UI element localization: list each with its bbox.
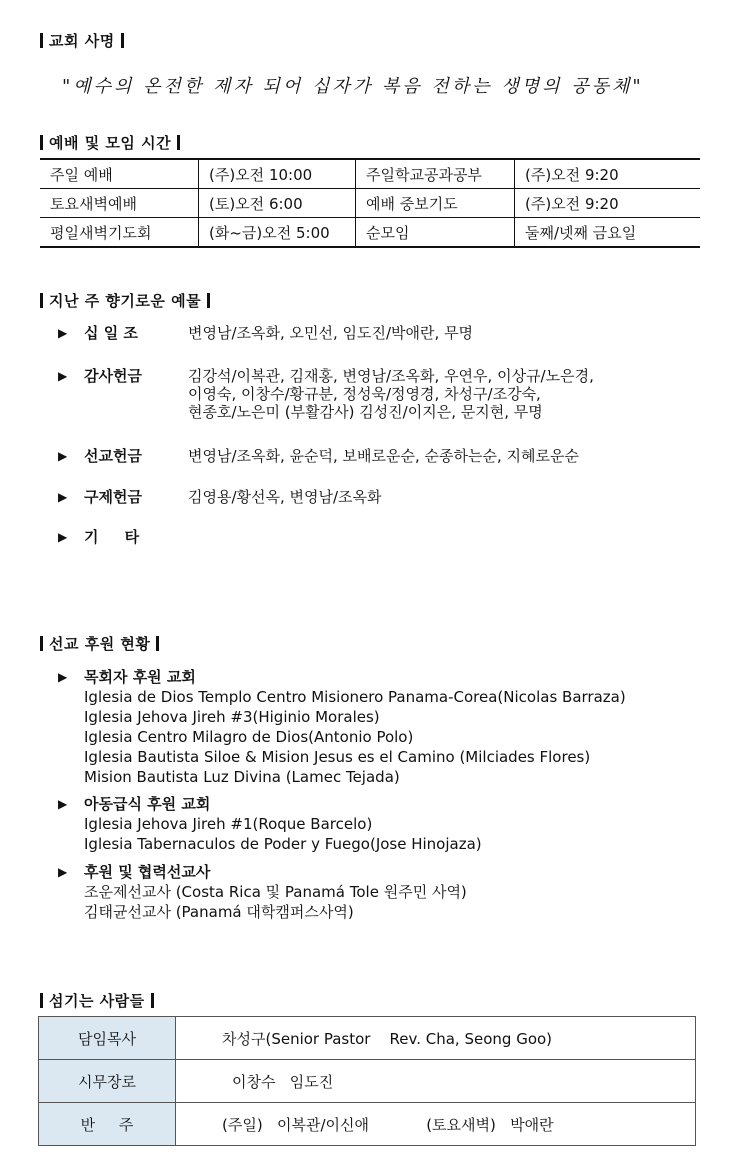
worship-schedule-table [40, 158, 700, 248]
list-item: Iglesia Jehova Jireh #1(Roque Barcelo) [84, 815, 373, 833]
table-row [39, 1060, 696, 1103]
service-time: 둘째/넷째 금요일 [515, 218, 701, 248]
heading-bar-left [40, 33, 43, 48]
offering-line: 변영남/조옥화, 오민선, 임도진/박애란, 무명 [188, 324, 474, 342]
list-item: Mision Bautista Luz Divina (Lamec Tejada) [84, 768, 400, 786]
heading-bar-right [156, 636, 159, 651]
servant-names: (주일) 이복관/이신애 (토요새벽) 박애란 [176, 1103, 696, 1146]
list-item: Iglesia Jehova Jireh #3(Higinio Morales) [84, 708, 380, 726]
support-group-title: 아동급식 후원 교회 [84, 795, 211, 813]
service-name: 주일 예배 [40, 159, 199, 189]
heading-bar-left [40, 293, 43, 308]
arrow-right-icon: ▶ [58, 797, 68, 811]
offering-line: 변영남/조옥화, 윤순덕, 보배로운순, 순종하는순, 지혜로운순 [188, 447, 579, 465]
support-group-title: 목회자 후원 교회 [84, 668, 196, 686]
list-item: Iglesia de Dios Templo Centro Misionero Panama-Corea(Nicolas Barraza) [84, 688, 626, 706]
arrow-right-icon: ▶ [58, 490, 68, 504]
heading-bar-right [177, 135, 180, 150]
arrow-right-icon: ▶ [58, 865, 68, 879]
servant-role: 시무장로 [39, 1060, 176, 1103]
offering-names [188, 324, 473, 342]
offering-line: 현종호/노은미 (부활감사) 김성진/이지은, 문지현, 무명 [188, 403, 543, 421]
heading-bar-right [151, 993, 154, 1008]
mission-heading-text: 교회 사명 [49, 32, 115, 50]
heading-bar-right [121, 33, 124, 48]
list-item: 김태균선교사 (Panamá 대학캠퍼스사역) [84, 903, 354, 921]
list-item: Iglesia Centro Milagro de Dios(Antonio Polo) [84, 728, 414, 746]
mission-statement: "예수의 온전한 제자 되어 십자가 복음 전하는 생명의 공동체" [62, 76, 644, 97]
list-item: Iglesia Bautista Siloe & Mision Jesus es el Camino (Milciades Flores) [84, 748, 591, 766]
list-item: Iglesia Tabernaculos de Poder y Fuego(Jose Hinojaza) [84, 835, 482, 853]
worship-heading-text: 예배 및 모임 시간 [49, 134, 172, 152]
table-row [40, 159, 700, 189]
mission-support-heading [40, 633, 159, 654]
offering-heading-text: 지난 주 향기로운 예물 [49, 292, 202, 310]
arrow-right-icon: ▶ [58, 326, 68, 340]
offering-names [188, 447, 579, 465]
heading-bar-left [40, 636, 43, 651]
servant-role: 반 주 [39, 1103, 176, 1146]
worship-heading [40, 132, 180, 153]
service-name: 평일새벽기도회 [40, 218, 199, 248]
servants-heading-text: 섬기는 사람들 [49, 992, 145, 1010]
heading-bar-left [40, 135, 43, 150]
heading-bar-right [207, 293, 210, 308]
offering-names [188, 367, 594, 421]
servant-role: 담임목사 [39, 1017, 176, 1060]
servant-names: 이창수 임도진 [176, 1060, 696, 1103]
list-item: 조운제선교사 (Costa Rica 및 Panamá Tole 원주민 사역) [84, 883, 467, 901]
support-church-list [84, 814, 482, 854]
missionary-list [84, 882, 467, 922]
service-name: 예배 중보기도 [356, 189, 515, 218]
offering-label: 구제헌금 [84, 488, 142, 506]
offering-line: 김강석/이복관, 김재홍, 변영남/조옥화, 우연우, 이상규/노은경, [188, 367, 594, 385]
offering-line: 이영숙, 이창수/황규분, 정성욱/정영경, 차성구/조강숙, [188, 385, 541, 403]
mission-heading [40, 30, 124, 51]
offering-label: 감사헌금 [84, 367, 142, 385]
arrow-right-icon: ▶ [58, 530, 68, 544]
service-time: (주)오전 10:00 [199, 159, 356, 189]
service-name: 순모임 [356, 218, 515, 248]
offering-names [188, 488, 382, 506]
offering-label: 기 타 [84, 528, 140, 546]
offering-line: 김영용/황선옥, 변영남/조옥화 [188, 488, 382, 506]
table-row [39, 1017, 696, 1060]
heading-bar-left [40, 993, 43, 1008]
service-name: 주일학교공과공부 [356, 159, 515, 189]
table-row [40, 189, 700, 218]
support-group-title: 후원 및 협력선교사 [84, 863, 211, 881]
offering-label: 십 일 조 [84, 324, 138, 342]
arrow-right-icon: ▶ [58, 369, 68, 383]
mission-support-heading-text: 선교 후원 현황 [49, 635, 151, 653]
servants-heading [40, 990, 154, 1011]
arrow-right-icon: ▶ [58, 670, 68, 684]
offering-heading [40, 290, 210, 311]
table-row [39, 1103, 696, 1146]
servant-names: 차성구(Senior Pastor Rev. Cha, Seong Goo) [176, 1017, 696, 1060]
table-row [40, 218, 700, 248]
service-name: 토요새벽예배 [40, 189, 199, 218]
service-time: (주)오전 9:20 [515, 189, 701, 218]
service-time: (토)오전 6:00 [199, 189, 356, 218]
offering-label: 선교헌금 [84, 447, 142, 465]
service-time: (주)오전 9:20 [515, 159, 701, 189]
support-church-list [84, 687, 626, 787]
servants-table [38, 1016, 696, 1146]
arrow-right-icon: ▶ [58, 449, 68, 463]
service-time: (화~금)오전 5:00 [199, 218, 356, 248]
